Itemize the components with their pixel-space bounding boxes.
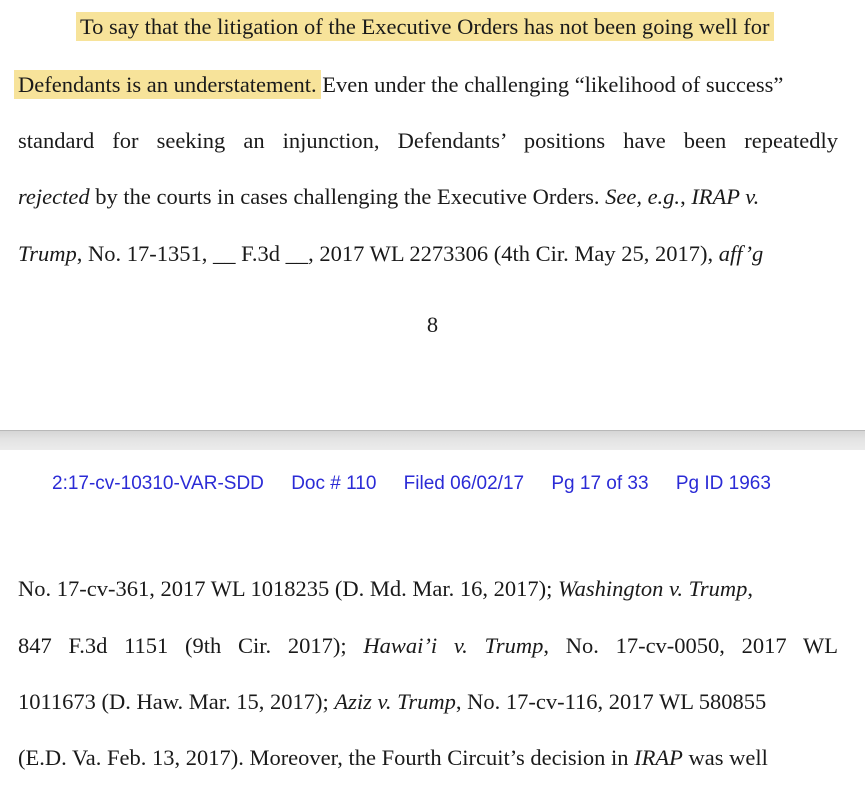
italic-text: rejected: [18, 184, 90, 209]
text-span: , No. 17-1351, __ F.3d __, 2017 WL 2273306 (4th Cir. May 25, 2017),: [76, 241, 719, 266]
text-span: , No. 17-cv-0050, 2017 WL: [543, 633, 838, 658]
italic-text: Washington v. Trump: [557, 576, 748, 601]
text-line: [18, 575, 838, 603]
text-line: [18, 183, 838, 211]
text-line: [18, 240, 838, 268]
text-span: 847 F.3d 1151 (9th Cir. 2017);: [18, 633, 364, 658]
text-span: No. 17-cv-361, 2017 WL 1018235 (D. Md. Mar. 16, 2017);: [18, 576, 558, 601]
page-number: 8: [426, 312, 439, 337]
page-divider: [0, 430, 865, 451]
italic-text: aff’g: [718, 241, 764, 266]
italic-text: IRAP v.: [691, 184, 760, 209]
text-line: [18, 127, 838, 155]
text-span: standard for seeking an injunction, Defendants’ positions have been repeatedly: [18, 128, 838, 153]
case-number: 2:17-cv-10310-VAR-SDD: [52, 473, 264, 494]
italic-text: Hawai’i v. Trump: [363, 633, 544, 658]
text-span: Even under the challenging “likelihood of success”: [316, 72, 784, 97]
italic-text: IRAP: [634, 745, 683, 770]
highlighted-text[interactable]: To say that the litigation of the Executive Orders has not been going well for: [76, 12, 774, 41]
italic-text: See, e.g.: [605, 184, 681, 209]
text-line: [18, 632, 838, 660]
text-line: [18, 744, 838, 772]
text-span: , No. 17-cv-116, 2017 WL 580855: [455, 689, 767, 714]
highlighted-text[interactable]: Defendants is an understatement.: [14, 70, 321, 99]
text-line: [18, 71, 838, 99]
italic-text: Trump: [18, 241, 77, 266]
text-span: 1011673 (D. Haw. Mar. 15, 2017);: [18, 689, 335, 714]
document-page-bottom: [0, 450, 865, 786]
filing-header: [52, 473, 771, 495]
text-span: was well: [682, 745, 768, 770]
text-span: by the courts in cases challenging the Executive Orders.: [89, 184, 606, 209]
page-id: Pg ID 1963: [675, 473, 771, 494]
text-line: [80, 13, 838, 41]
text-span: ,: [680, 184, 692, 209]
text-line: [18, 688, 838, 716]
text-span: (E.D. Va. Feb. 13, 2017). Moreover, the Fourth Circuit’s decision in: [18, 745, 635, 770]
filed-date: Filed 06/02/17: [403, 473, 525, 494]
italic-text: Aziz v. Trump: [334, 689, 456, 714]
page-count: Pg 17 of 33: [551, 473, 649, 494]
doc-number: Doc # 110: [291, 473, 377, 494]
text-span: ,: [747, 576, 753, 601]
